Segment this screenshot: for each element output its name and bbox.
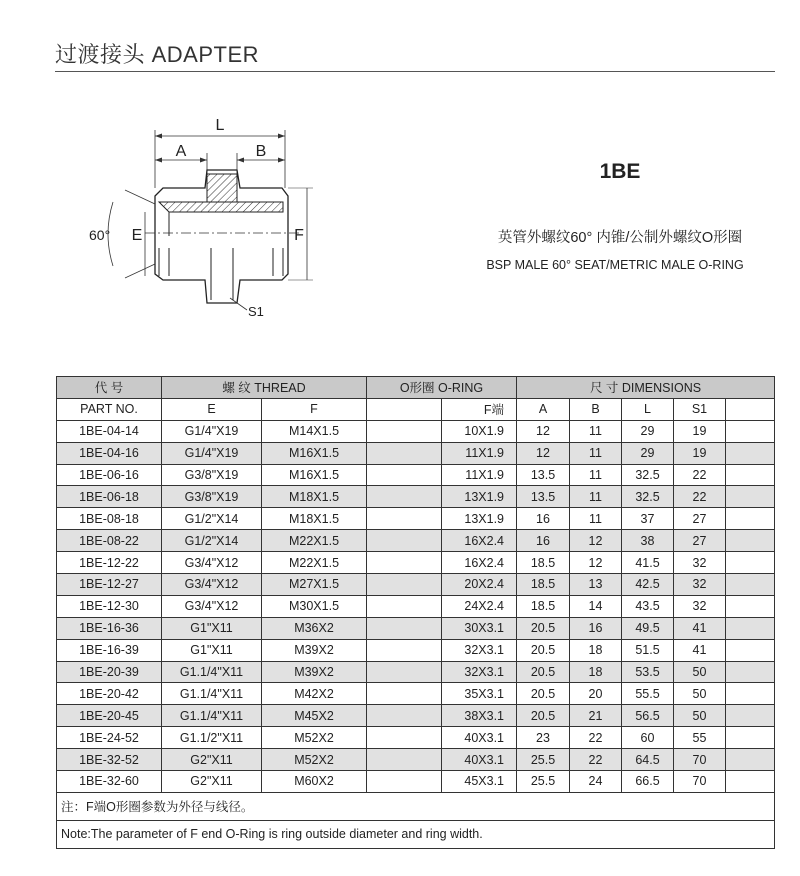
cell-empty [726, 530, 775, 552]
cell-f: M39X2 [262, 661, 367, 683]
table-subheader-row [57, 398, 775, 420]
cell-empty [367, 486, 442, 508]
cell-empty [367, 442, 442, 464]
cell-b: 11 [570, 420, 622, 442]
cell-oring: 40X3.1 [442, 727, 517, 749]
cell-part: 1BE-16-36 [57, 617, 162, 639]
cell-a: 23 [517, 727, 570, 749]
cell-empty [726, 442, 775, 464]
cell-a: 13.5 [517, 486, 570, 508]
cell-l: 38 [622, 530, 674, 552]
cell-e: G1/2"X14 [162, 530, 262, 552]
cell-a: 18.5 [517, 595, 570, 617]
label-e: E [131, 227, 143, 244]
table-header-row [57, 377, 775, 399]
cell-l: 29 [622, 442, 674, 464]
cell-a: 20.5 [517, 617, 570, 639]
header-f: F [262, 398, 367, 420]
cell-s1: 70 [674, 749, 726, 771]
cell-oring: 11X1.9 [442, 464, 517, 486]
table-row [57, 530, 775, 552]
cell-b: 11 [570, 442, 622, 464]
cell-oring: 11X1.9 [442, 442, 517, 464]
cell-b: 16 [570, 617, 622, 639]
cell-oring: 24X2.4 [442, 595, 517, 617]
cell-part: 1BE-16-39 [57, 639, 162, 661]
product-code: 1BE [599, 160, 641, 183]
cell-oring: 16X2.4 [442, 530, 517, 552]
cell-empty [367, 749, 442, 771]
adapter-drawing [85, 108, 345, 328]
label-a: A [175, 143, 187, 160]
page-title: 过渡接头 ADAPTER [55, 42, 260, 67]
table-row [57, 486, 775, 508]
cell-part: 1BE-32-60 [57, 771, 162, 793]
label-f: F [294, 227, 304, 244]
cell-empty [726, 705, 775, 727]
spec-table [56, 376, 775, 849]
cell-l: 64.5 [622, 749, 674, 771]
title-divider [55, 71, 775, 72]
cell-oring: 16X2.4 [442, 552, 517, 574]
cell-a: 25.5 [517, 771, 570, 793]
cell-l: 43.5 [622, 595, 674, 617]
cell-f: M18X1.5 [262, 508, 367, 530]
table-row [57, 442, 775, 464]
cell-l: 37 [622, 508, 674, 530]
cell-empty [367, 595, 442, 617]
table-row [57, 705, 775, 727]
cell-part: 1BE-08-22 [57, 530, 162, 552]
cell-f: M14X1.5 [262, 420, 367, 442]
cell-a: 20.5 [517, 639, 570, 661]
cell-empty [726, 617, 775, 639]
cell-e: G3/4"X12 [162, 552, 262, 574]
cell-f: M39X2 [262, 639, 367, 661]
cell-a: 20.5 [517, 705, 570, 727]
cell-e: G3/8"X19 [162, 486, 262, 508]
cell-a: 16 [517, 508, 570, 530]
header-e: E [162, 398, 262, 420]
cell-a: 16 [517, 530, 570, 552]
cell-empty [367, 705, 442, 727]
cell-l: 41.5 [622, 552, 674, 574]
cell-a: 20.5 [517, 661, 570, 683]
cell-f: M16X1.5 [262, 464, 367, 486]
cell-s1: 22 [674, 464, 726, 486]
cell-l: 42.5 [622, 574, 674, 596]
cell-f: M45X2 [262, 705, 367, 727]
cell-l: 60 [622, 727, 674, 749]
cell-f: M27X1.5 [262, 574, 367, 596]
cell-empty [726, 574, 775, 596]
cell-l: 32.5 [622, 464, 674, 486]
cell-b: 14 [570, 595, 622, 617]
cell-e: G1"X11 [162, 639, 262, 661]
cell-part: 1BE-06-16 [57, 464, 162, 486]
cell-empty [726, 464, 775, 486]
note-en: Note:The parameter of F end O-Ring is ring outside diameter and ring width. [57, 820, 775, 848]
header-b: B [570, 398, 622, 420]
cell-empty [367, 683, 442, 705]
cell-empty [726, 552, 775, 574]
cell-e: G1.1/2"X11 [162, 727, 262, 749]
table-row [57, 661, 775, 683]
cell-s1: 22 [674, 486, 726, 508]
note-row-cn [57, 792, 775, 820]
cell-b: 22 [570, 727, 622, 749]
cell-oring: 45X3.1 [442, 771, 517, 793]
table-row [57, 508, 775, 530]
table-row [57, 771, 775, 793]
cell-oring: 10X1.9 [442, 420, 517, 442]
header-empty [367, 398, 442, 420]
cell-empty [726, 639, 775, 661]
cell-b: 11 [570, 486, 622, 508]
cell-e: G1.1/4"X11 [162, 683, 262, 705]
cell-b: 13 [570, 574, 622, 596]
note-cn: 注：F端O形圈参数为外径与线径。 [57, 792, 775, 820]
cell-a: 18.5 [517, 552, 570, 574]
cell-a: 20.5 [517, 683, 570, 705]
label-b: B [255, 143, 267, 160]
cell-e: G1.1/4"X11 [162, 705, 262, 727]
cell-e: G2"X11 [162, 749, 262, 771]
cell-b: 18 [570, 661, 622, 683]
cell-b: 22 [570, 749, 622, 771]
cell-f: M60X2 [262, 771, 367, 793]
cell-empty [367, 574, 442, 596]
cell-part: 1BE-08-18 [57, 508, 162, 530]
cell-b: 12 [570, 530, 622, 552]
cell-e: G3/4"X12 [162, 595, 262, 617]
cell-part: 1BE-04-14 [57, 420, 162, 442]
cell-f: M16X1.5 [262, 442, 367, 464]
cell-s1: 27 [674, 530, 726, 552]
cell-f: M22X1.5 [262, 530, 367, 552]
cell-b: 11 [570, 508, 622, 530]
header-code: 代 号 [57, 377, 162, 399]
cell-f: M52X2 [262, 749, 367, 771]
cell-s1: 19 [674, 420, 726, 442]
cell-part: 1BE-24-52 [57, 727, 162, 749]
table-row [57, 639, 775, 661]
header-oring: O形圈 O-RING [367, 377, 517, 399]
cell-l: 66.5 [622, 771, 674, 793]
cell-b: 11 [570, 464, 622, 486]
cell-l: 56.5 [622, 705, 674, 727]
cell-empty [726, 727, 775, 749]
cell-a: 13.5 [517, 464, 570, 486]
cell-empty [367, 530, 442, 552]
cell-s1: 27 [674, 508, 726, 530]
table-row [57, 749, 775, 771]
cell-part: 1BE-04-16 [57, 442, 162, 464]
cell-empty [367, 771, 442, 793]
cell-s1: 19 [674, 442, 726, 464]
cell-s1: 50 [674, 705, 726, 727]
cell-e: G3/8"X19 [162, 464, 262, 486]
cell-empty [367, 661, 442, 683]
cell-f: M18X1.5 [262, 486, 367, 508]
header-l: L [622, 398, 674, 420]
cell-empty [367, 727, 442, 749]
cell-e: G1/4"X19 [162, 442, 262, 464]
cell-s1: 32 [674, 574, 726, 596]
cell-empty [726, 771, 775, 793]
cell-oring: 32X3.1 [442, 661, 517, 683]
table-row [57, 420, 775, 442]
table-row [57, 595, 775, 617]
cell-part: 1BE-20-45 [57, 705, 162, 727]
table-row [57, 552, 775, 574]
cell-s1: 41 [674, 639, 726, 661]
cell-a: 18.5 [517, 574, 570, 596]
header-a: A [517, 398, 570, 420]
note-row-en [57, 820, 775, 848]
cell-s1: 50 [674, 683, 726, 705]
cell-part: 1BE-12-27 [57, 574, 162, 596]
cell-f: M42X2 [262, 683, 367, 705]
cell-e: G1/2"X14 [162, 508, 262, 530]
cell-f: M30X1.5 [262, 595, 367, 617]
cell-part: 1BE-12-22 [57, 552, 162, 574]
cell-oring: 13X1.9 [442, 486, 517, 508]
cell-empty [367, 552, 442, 574]
cell-e: G3/4"X12 [162, 574, 262, 596]
cell-empty [726, 420, 775, 442]
header-dimensions: 尺 寸 DIMENSIONS [517, 377, 775, 399]
cell-part: 1BE-20-42 [57, 683, 162, 705]
cell-s1: 32 [674, 595, 726, 617]
cell-l: 32.5 [622, 486, 674, 508]
cell-part: 1BE-06-18 [57, 486, 162, 508]
product-description-en: BSP MALE 60° SEAT/METRIC MALE O-RING [486, 258, 744, 272]
cell-f: M36X2 [262, 617, 367, 639]
cell-l: 51.5 [622, 639, 674, 661]
header-empty [726, 398, 775, 420]
table-row [57, 683, 775, 705]
cell-b: 21 [570, 705, 622, 727]
cell-part: 1BE-12-30 [57, 595, 162, 617]
cell-oring: 40X3.1 [442, 749, 517, 771]
cell-oring: 20X2.4 [442, 574, 517, 596]
cell-empty [367, 617, 442, 639]
table-row [57, 464, 775, 486]
cell-e: G1.1/4"X11 [162, 661, 262, 683]
cell-oring: 32X3.1 [442, 639, 517, 661]
cell-b: 20 [570, 683, 622, 705]
cell-e: G2"X11 [162, 771, 262, 793]
cell-f: M22X1.5 [262, 552, 367, 574]
cell-s1: 70 [674, 771, 726, 793]
cell-oring: 13X1.9 [442, 508, 517, 530]
cell-a: 25.5 [517, 749, 570, 771]
table-row [57, 617, 775, 639]
cell-s1: 32 [674, 552, 726, 574]
cell-empty [367, 508, 442, 530]
cell-oring: 30X3.1 [442, 617, 517, 639]
header-thread: 螺 纹 THREAD [162, 377, 367, 399]
cell-e: G1"X11 [162, 617, 262, 639]
cell-a: 12 [517, 420, 570, 442]
cell-part: 1BE-32-52 [57, 749, 162, 771]
cell-empty [367, 420, 442, 442]
label-l: L [215, 117, 225, 134]
cell-empty [726, 683, 775, 705]
table-row [57, 574, 775, 596]
cell-oring: 38X3.1 [442, 705, 517, 727]
cell-l: 55.5 [622, 683, 674, 705]
cell-empty [726, 595, 775, 617]
cell-empty [726, 749, 775, 771]
cell-empty [367, 639, 442, 661]
cell-s1: 55 [674, 727, 726, 749]
cell-a: 12 [517, 442, 570, 464]
cell-b: 18 [570, 639, 622, 661]
cell-empty [726, 486, 775, 508]
cell-l: 49.5 [622, 617, 674, 639]
cell-l: 29 [622, 420, 674, 442]
header-f-end: F端 [442, 398, 517, 420]
cell-empty [726, 508, 775, 530]
cell-e: G1/4"X19 [162, 420, 262, 442]
cell-part: 1BE-20-39 [57, 661, 162, 683]
product-description-cn: 英管外螺纹60° 内锥/公制外螺纹O形圈 [497, 230, 743, 246]
label-angle: 60° [89, 227, 111, 243]
cell-l: 53.5 [622, 661, 674, 683]
cell-empty [367, 464, 442, 486]
header-s1: S1 [674, 398, 726, 420]
cell-s1: 50 [674, 661, 726, 683]
label-s1: S1 [248, 304, 264, 319]
cell-f: M52X2 [262, 727, 367, 749]
cell-b: 24 [570, 771, 622, 793]
cell-s1: 41 [674, 617, 726, 639]
cell-b: 12 [570, 552, 622, 574]
cell-empty [726, 661, 775, 683]
header-part-no: PART NO. [57, 398, 162, 420]
cell-oring: 35X3.1 [442, 683, 517, 705]
table-row [57, 727, 775, 749]
